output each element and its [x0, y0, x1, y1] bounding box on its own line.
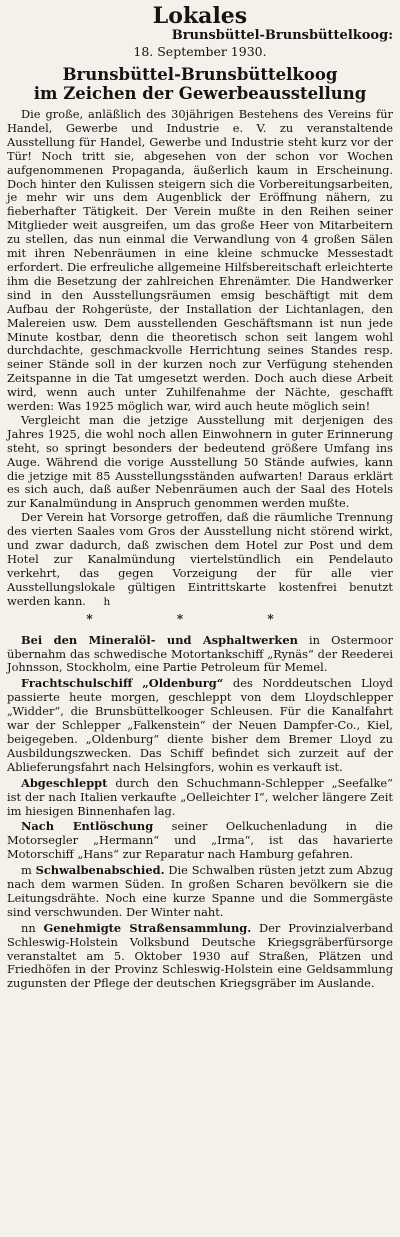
- date: 18. September 1930.: [133, 44, 267, 59]
- news-item-lead: Nach Entlöschung: [21, 819, 154, 834]
- news-item-text: in Ostermoor übernahm das schwedische Motortankschiff „Rynäs“ der Reederei Johnsson, Stockholm, eine Partie Petroleum für Memel.: [7, 632, 393, 675]
- headline-line-2: im Zeichen der Gewerbeausstellung: [33, 84, 367, 103]
- paragraph-3: [7, 511, 393, 609]
- news-item-lead: Genehmigte Straßensammlung.: [43, 920, 252, 935]
- dateline: Brunsbüttel-Brunsbüttelkoog:: [171, 28, 393, 43]
- paragraph-3-text: Der Verein hat Vorsorge getroffen, daß die räumliche Trennung des vierten Saales vom Gros der Ausstellung nicht störend wirkt, und zwar dadurch, daß zwischen dem Hotel zur Post und dem Hotel zur Kanalmündung viertelstündlich ein Pendelauto verkehrt, das gegen Vorzeigung der für alle vier Ausstellungslokale gültigen Eintrittskarte kostenfrei benutzt werden kann.: [7, 510, 393, 608]
- news-item: [7, 677, 393, 774]
- news-item-mark: nn: [21, 920, 36, 935]
- section-title: Lokales: [152, 3, 248, 29]
- news-item: [7, 820, 393, 862]
- headline-line-1: Brunsbüttel-Brunsbüttelkoog: [62, 65, 338, 84]
- headline: [7, 65, 393, 103]
- news-item-text: Die Schwalben rüsten jetzt zum Abzug nach dem warmen Süden. In großen Scharen bevölkern sie die Leitungsdrähte. Noch eine kurze Spanne und die Sommergäste sind verschwunden. Der Winter naht.: [7, 863, 393, 919]
- paragraph-2: Vergleicht man die jetzige Ausstellung mit derjenigen des Jahres 1925, die wohl noch allen Einwohnern in guter Erinnerung steht, so springt besonders der bedeutend größere Umfang ins Auge. Während die vorige Ausstellung 50 Stände aufwies, kann die jetzige mit 85 Ausstellungsständen aufwarten! Daraus erklärt es sich auch, daß außer Nebenräumen auch der Saal des Hotels zur Kanalmündung in Anspruch genommen werden mußte.: [7, 412, 393, 511]
- news-item-mark: m: [21, 863, 32, 878]
- news-item-lead: Schwalbenabschied.: [35, 863, 165, 878]
- news-item-text: durch den Schuchmann-Schlepper „Seefalke“ ist der nach Italien verkaufte „Oelleichter I“, welcher längere Zeit im hiesigen Binnenhafen lag.: [7, 775, 393, 818]
- news-item-lead: Bei den Mineralöl- und Asphaltwerken: [21, 632, 298, 647]
- news-item-text: des Norddeutschen Lloyd passierte heute morgen, geschleppt von dem Lloydschlepper „Widder“, die Brunsbüttelkooger Schleusen. Für die Kanalfahrt war der Schlepper „Falkenstein“ der Neuen Dampfer-Co., Kiel, beigegeben. „Oldenburg“ diente bisher dem Bremer Lloyd zu Ausbildungszwecken. Das Schiff befindet sich zurzeit auf der Ablieferungsfahrt nach Helsingfors, wohin es verkauft ist.: [7, 676, 393, 774]
- paragraph-1: Die große, anläßlich des 30jährigen Bestehens des Vereins für Handel, Gewerbe und Industrie e. V. zu veranstaltende Ausstellung für Handel, Gewerbe und Industrie steht kurz vor der Tür! Noch tritt sie, abgesehen von der schon vor Wochen aufgenommenen Propaganda, äußerlich kaum in Erscheinung. Doch hinter den Kulissen steigern sich die Vorbereitungsarbeiten, je mehr wir uns dem Augenblick der Eröffnung nähern, zu fieberhafter Tätigkeit. Der Verein mußte in den Reihen seiner Mitglieder weit ausgreifen, um das große Heer von Mitarbeitern zu stellen, das nun einmal die Verwandlung von 4 großen Sälen mit ihren Nebenräumen in eine kleine schmucke Messestadt erfordert. Die erfreuliche allgemeine Hilfsbereitschaft erleichterte ihm die Besetzung der zahlreichen Ehrenämter. Die Handwerker sind in den Ausstellungsräumen emsig beschäftigt mit dem Aufbau der Rohgerüste, der Installation der Lichtanlagen, den Malereien usw. Dem ausstellenden Geschäftsmann ist nun jede Minute kostbar, denn die theoretisch schon seit langem wohl durchdachte, geschmackvolle Herrichtung seines Standes resp. seiner Stände soll in der kurzen noch zur Verfügung stehenden Zeitspanne in die Tat umgesetzt werden. Doch auch diese Arbeit wird, wenn auch unter Zuhilfenahme der Nächte, geschafft werden: Was 1925 möglich war, wird auch heute möglich sein!: [7, 107, 393, 414]
- news-item-lead: Abgeschleppt: [21, 775, 108, 790]
- news-item-text: Der Provinzialverband Schleswig-Holstein Volksbund Deutsche Kriegsgräberfürsorge veranstaltet am 5. Oktober 1930 auf Straßen, Plätzen und Friedhöfen in der Provinz Schleswig-Holstein eine Geldsammlung zugunsten der Pflege der deutschen Kriegsgräber im Auslande.: [7, 920, 393, 991]
- news-item-text: seiner Oelkuchenladung in die Motorsegler „Hermann“ und „Irma“, ist das havarierte Motorschiff „Hans“ zur Reparatur nach Hamburg gefahren.: [7, 819, 393, 862]
- news-item: [7, 922, 393, 992]
- author-mark: h: [103, 595, 111, 608]
- news-item: [7, 634, 393, 676]
- news-item: [7, 864, 393, 920]
- news-item: [7, 777, 393, 819]
- news-item-lead: Frachtschulschiff „Oldenburg“: [21, 676, 224, 691]
- section-separator: * * *: [86, 611, 314, 626]
